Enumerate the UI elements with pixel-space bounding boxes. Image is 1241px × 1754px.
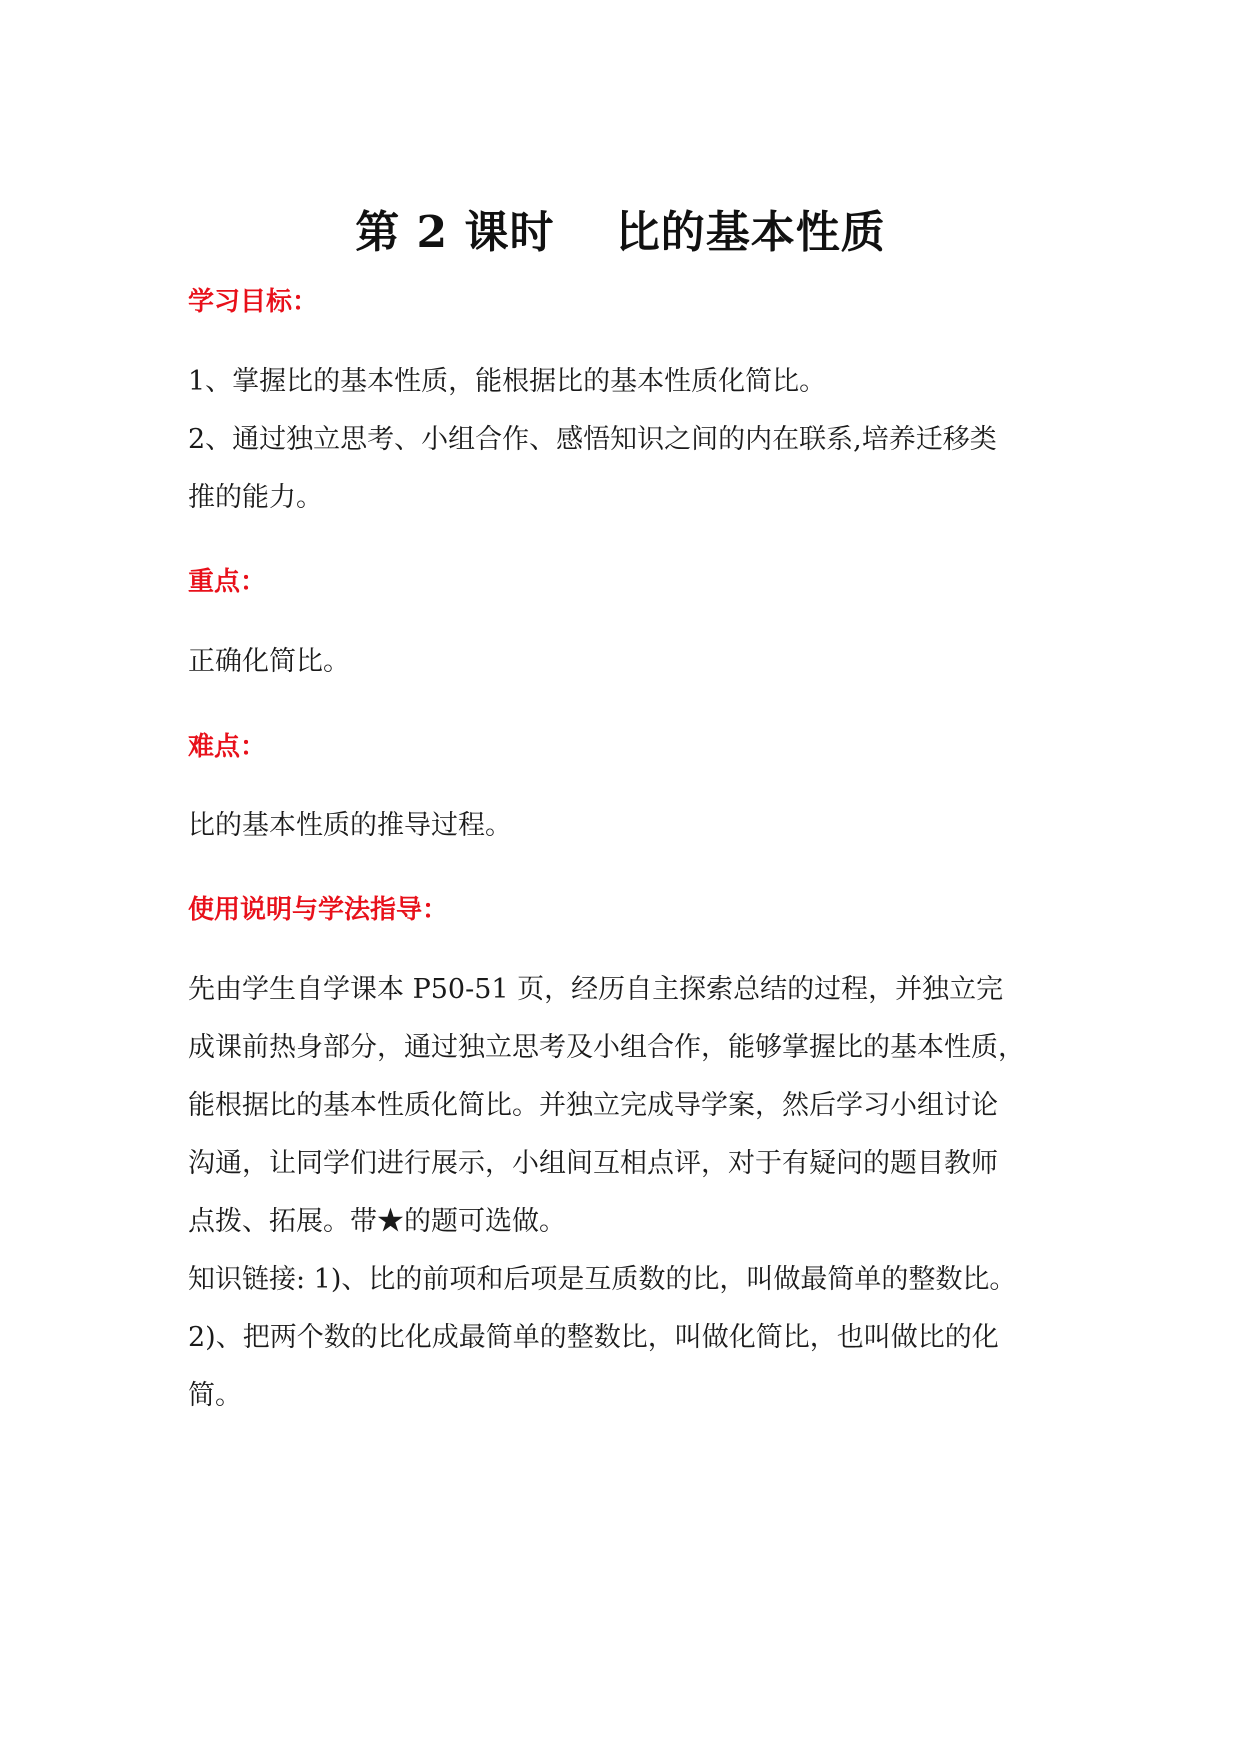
objective-1: 1、掌握比的基本性质，能根据比的基本性质化简比。: [188, 366, 827, 397]
instructions-line-5-block: [188, 1202, 1058, 1242]
key-point-heading: 重点：: [188, 567, 267, 597]
difficulty-text-block: [188, 806, 1058, 846]
key-point-text: 正确化简比。: [188, 646, 350, 677]
objective-2: 2、通过独立思考、小组合作、感悟知识之间的内在联系,培养迁移类: [188, 424, 997, 455]
instructions-heading: 使用说明与学法指导：: [188, 895, 449, 925]
knowledge-link-line: 2)、把两个数的比化成最简单的整数比，叫做化简比，也叫做比的化: [188, 1322, 999, 1353]
instructions-heading-block: [188, 890, 1058, 930]
instructions-line-1-block: [188, 970, 1058, 1010]
objectives-heading-block: [188, 282, 1058, 322]
objective-2-continued: 推的能力。: [188, 482, 323, 513]
knowledge-link-line-3-block: [188, 1376, 1058, 1416]
page-title: 第 2 课时 比的基本性质: [355, 207, 886, 258]
knowledge-link-line-1-block: [188, 1260, 1058, 1300]
knowledge-link-line-2-block: [188, 1318, 1058, 1358]
knowledge-link-line: 简。: [188, 1380, 242, 1411]
difficulty-heading: 难点：: [188, 732, 267, 762]
difficulty-heading-block: [188, 727, 1058, 767]
objectives-line-2-block: [188, 420, 1058, 460]
instructions-line: 成课前热身部分，通过独立思考及小组合作，能够掌握比的基本性质，: [188, 1032, 1025, 1063]
objectives-line-3-block: [188, 478, 1058, 518]
instructions-line: 沟通，让同学们进行展示，小组间互相点评，对于有疑问的题目教师: [188, 1148, 998, 1179]
instructions-line-4-block: [188, 1144, 1058, 1184]
objectives-line-1-block: [188, 362, 1058, 402]
knowledge-link-line: 知识链接: 1)、比的前项和后项是互质数的比，叫做最简单的整数比。: [188, 1264, 1017, 1295]
instructions-line-3-block: [188, 1086, 1058, 1126]
key-point-heading-block: [188, 562, 1058, 602]
instructions-line: 能根据比的基本性质化简比。并独立完成导学案，然后学习小组讨论: [188, 1090, 998, 1121]
instructions-line: 点拨、拓展。带★的题可选做。: [188, 1206, 566, 1237]
objectives-heading: 学习目标：: [188, 287, 319, 317]
instructions-line-2-block: [188, 1028, 1058, 1068]
instructions-line: 先由学生自学课本 P50-51 页，经历自主探索总结的过程，并独立完: [188, 974, 1004, 1005]
key-point-text-block: [188, 642, 1058, 682]
difficulty-text: 比的基本性质的推导过程。: [188, 810, 512, 841]
